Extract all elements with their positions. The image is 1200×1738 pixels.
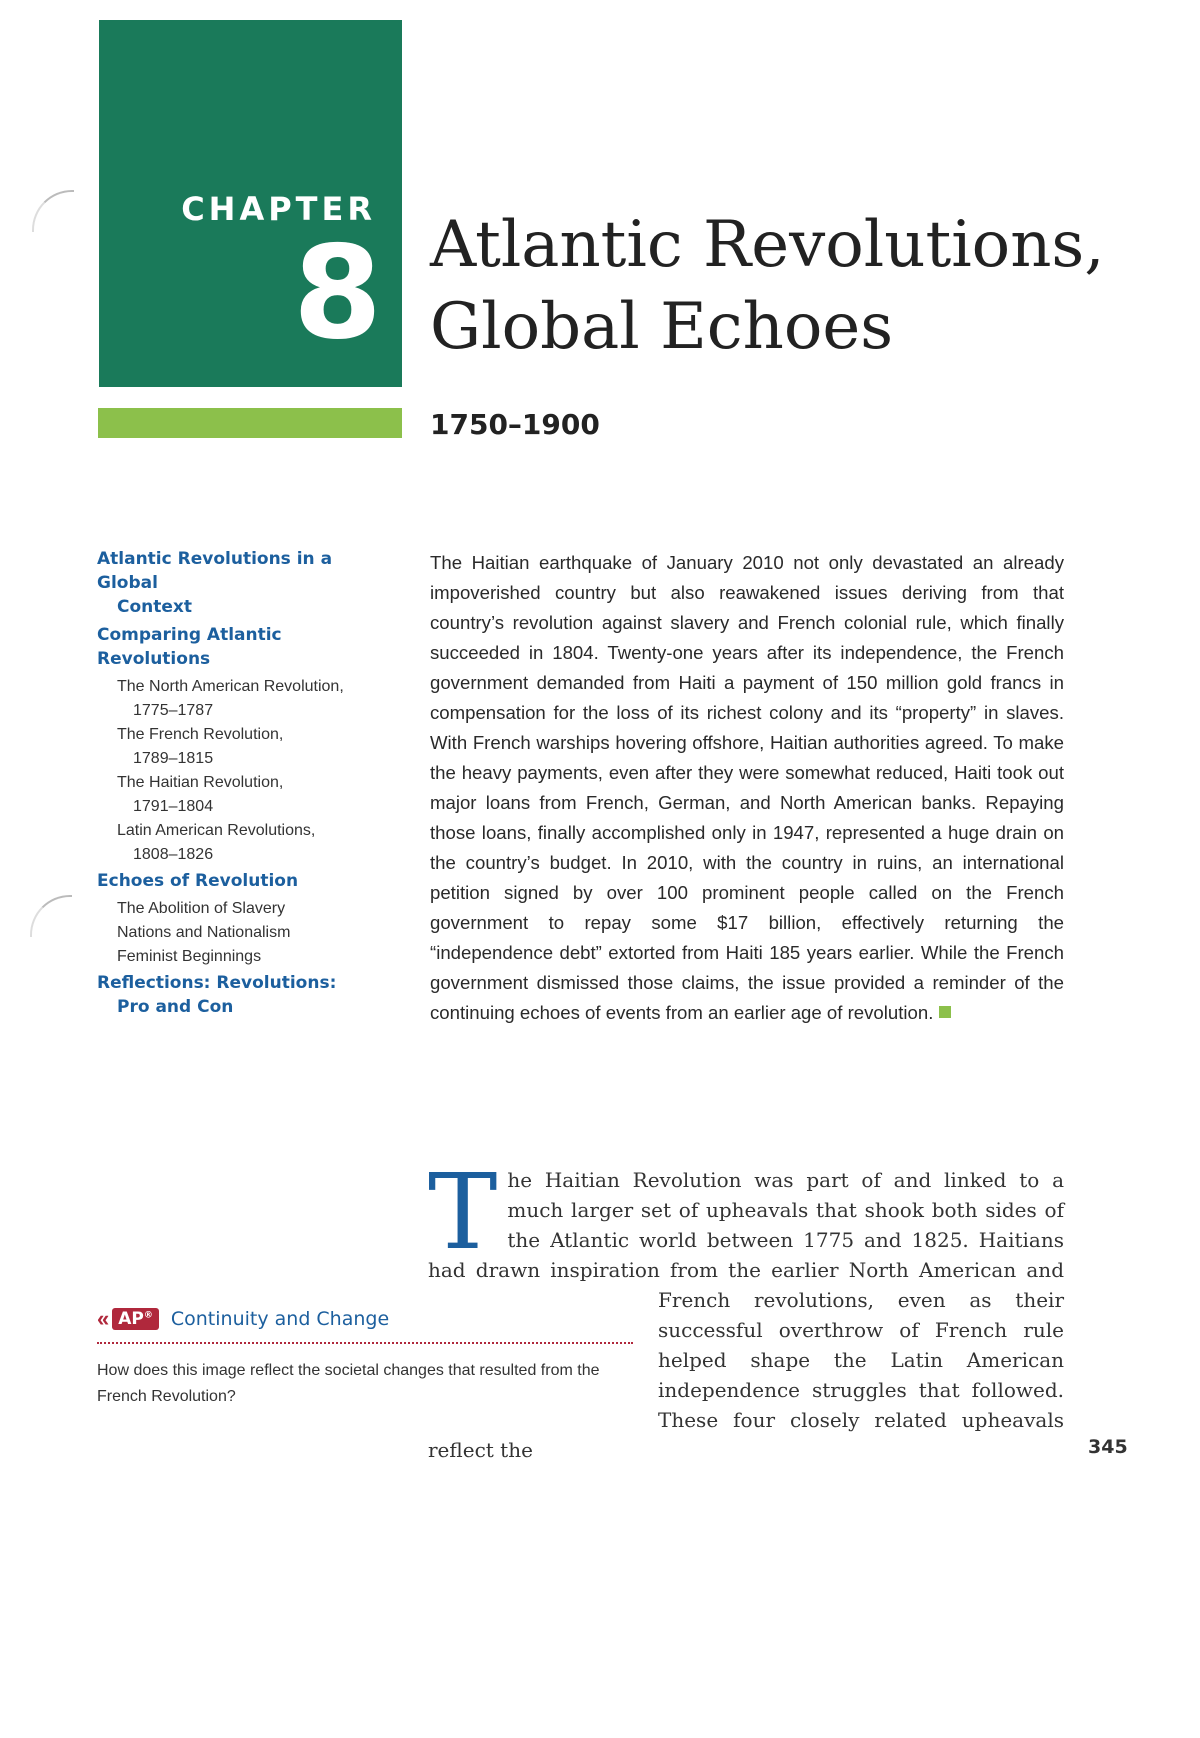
outline-item-text: The North American Revolution,: [117, 678, 344, 695]
outline-item-continuation: 1789–1815: [133, 750, 214, 767]
outline-heading: [97, 623, 397, 671]
outline-item-text: The Haitian Revolution,: [117, 774, 284, 791]
outline-item-continuation: Pro and Con: [117, 997, 234, 1017]
chapter-title-line1: Atlantic Revolutions,: [430, 208, 1105, 282]
outline-item-continuation: Context: [117, 597, 193, 617]
outline-subitem: [97, 675, 397, 723]
outline-heading: [97, 547, 397, 619]
ap-badge: AP®: [112, 1308, 159, 1330]
outline-item-text: Echoes of Revolution: [97, 871, 299, 891]
chapter-dates: 1750–1900: [430, 408, 600, 441]
body-text-part2: their successful overthrow of French rule helped shape the Latin American independence struggles that followed. These four closely related upheavals reflect the: [428, 1288, 1065, 1462]
end-mark: [939, 1006, 951, 1018]
intro-paragraph: [430, 548, 1064, 1028]
outline-subitem: [97, 771, 397, 819]
outline-item-text: Latin American Revolutions,: [117, 822, 316, 839]
body-text-part1: he Haitian Revolution was part of and linked to a much larger set of upheavals that shook both sides of the Atlantic world between 1775 and 1825. Haitians had drawn inspiration from the earlier North American and French revolutions, even as: [428, 1168, 1064, 1312]
chapter-label: CHAPTER: [181, 190, 376, 228]
outline-subitem: [97, 921, 397, 945]
drop-cap: T: [428, 1151, 498, 1273]
outline-item-text: Nations and Nationalism: [117, 924, 291, 941]
chapter-title: [430, 204, 1130, 368]
ap-question: How does this image reflect the societal changes that resulted from the French Revolution?: [97, 1362, 600, 1405]
ap-callout-title: Continuity and Change: [170, 1308, 390, 1330]
ap-badge-text: AP: [118, 1309, 144, 1329]
outline-subitem: [97, 945, 397, 969]
outline-heading: [97, 971, 397, 1019]
outline-item-text: The Abolition of Slavery: [117, 900, 286, 917]
outline-item-text: Comparing Atlantic Revolutions: [97, 625, 282, 669]
ap-callout-header: [97, 1306, 633, 1344]
outline-item-text: The French Revolution,: [117, 726, 284, 743]
outline-item-continuation: 1775–1787: [133, 702, 214, 719]
margin-mark: [30, 895, 72, 937]
chapter-title-line2: Global Echoes: [430, 290, 894, 364]
outline-item-text: Feminist Beginnings: [117, 948, 262, 965]
chapter-accent-bar: [98, 408, 402, 438]
outline-item-text: Reflections: Revolutions:: [97, 973, 337, 993]
chevron-left-icon: «: [97, 1306, 107, 1331]
outline-subitem: [97, 723, 397, 771]
outline-subitem: [97, 819, 397, 867]
page-number: 345: [1088, 1436, 1128, 1458]
outline-item-text: Atlantic Revolutions in a Global: [97, 549, 333, 593]
outline-subitem: [97, 897, 397, 921]
chapter-number: 8: [292, 219, 382, 368]
outline-item-continuation: 1808–1826: [133, 846, 214, 863]
margin-mark: [32, 190, 74, 232]
chapter-block: [99, 20, 402, 387]
outline-heading: [97, 869, 397, 893]
outline-item-continuation: 1791–1804: [133, 798, 214, 815]
chapter-outline: [97, 545, 397, 1023]
ap-callout: [97, 1306, 633, 1410]
intro-text: The Haitian earthquake of January 2010 not only devastated an already impoverished country but also reawakened issues deriving from that country’s revolution against slavery and French colonial rule, which finally succeeded in 1804. Twenty-one years after its independence, the French government demanded from Haiti a payment of 150 million gold francs in compensation for the loss of its richest colony and its “property” in slaves. With French warships hovering offshore, Haitian authorities agreed. To make the heavy payments, even after they were somewhat reduced, Haiti took out major loans from French, German, and North American banks. Repaying those loans, finally accomplished only in 1947, represented a huge drain on the country’s budget. In 2010, with the country in ruins, an international petition signed by over 100 prominent people called on the French government to repay some $17 billion, effectively returning the “independence debt” extorted from Haiti 185 years earlier. While the French government dismissed those claims, the issue provided a reminder of the continuing echoes of events from an earlier age of revolution.: [430, 552, 1064, 1023]
